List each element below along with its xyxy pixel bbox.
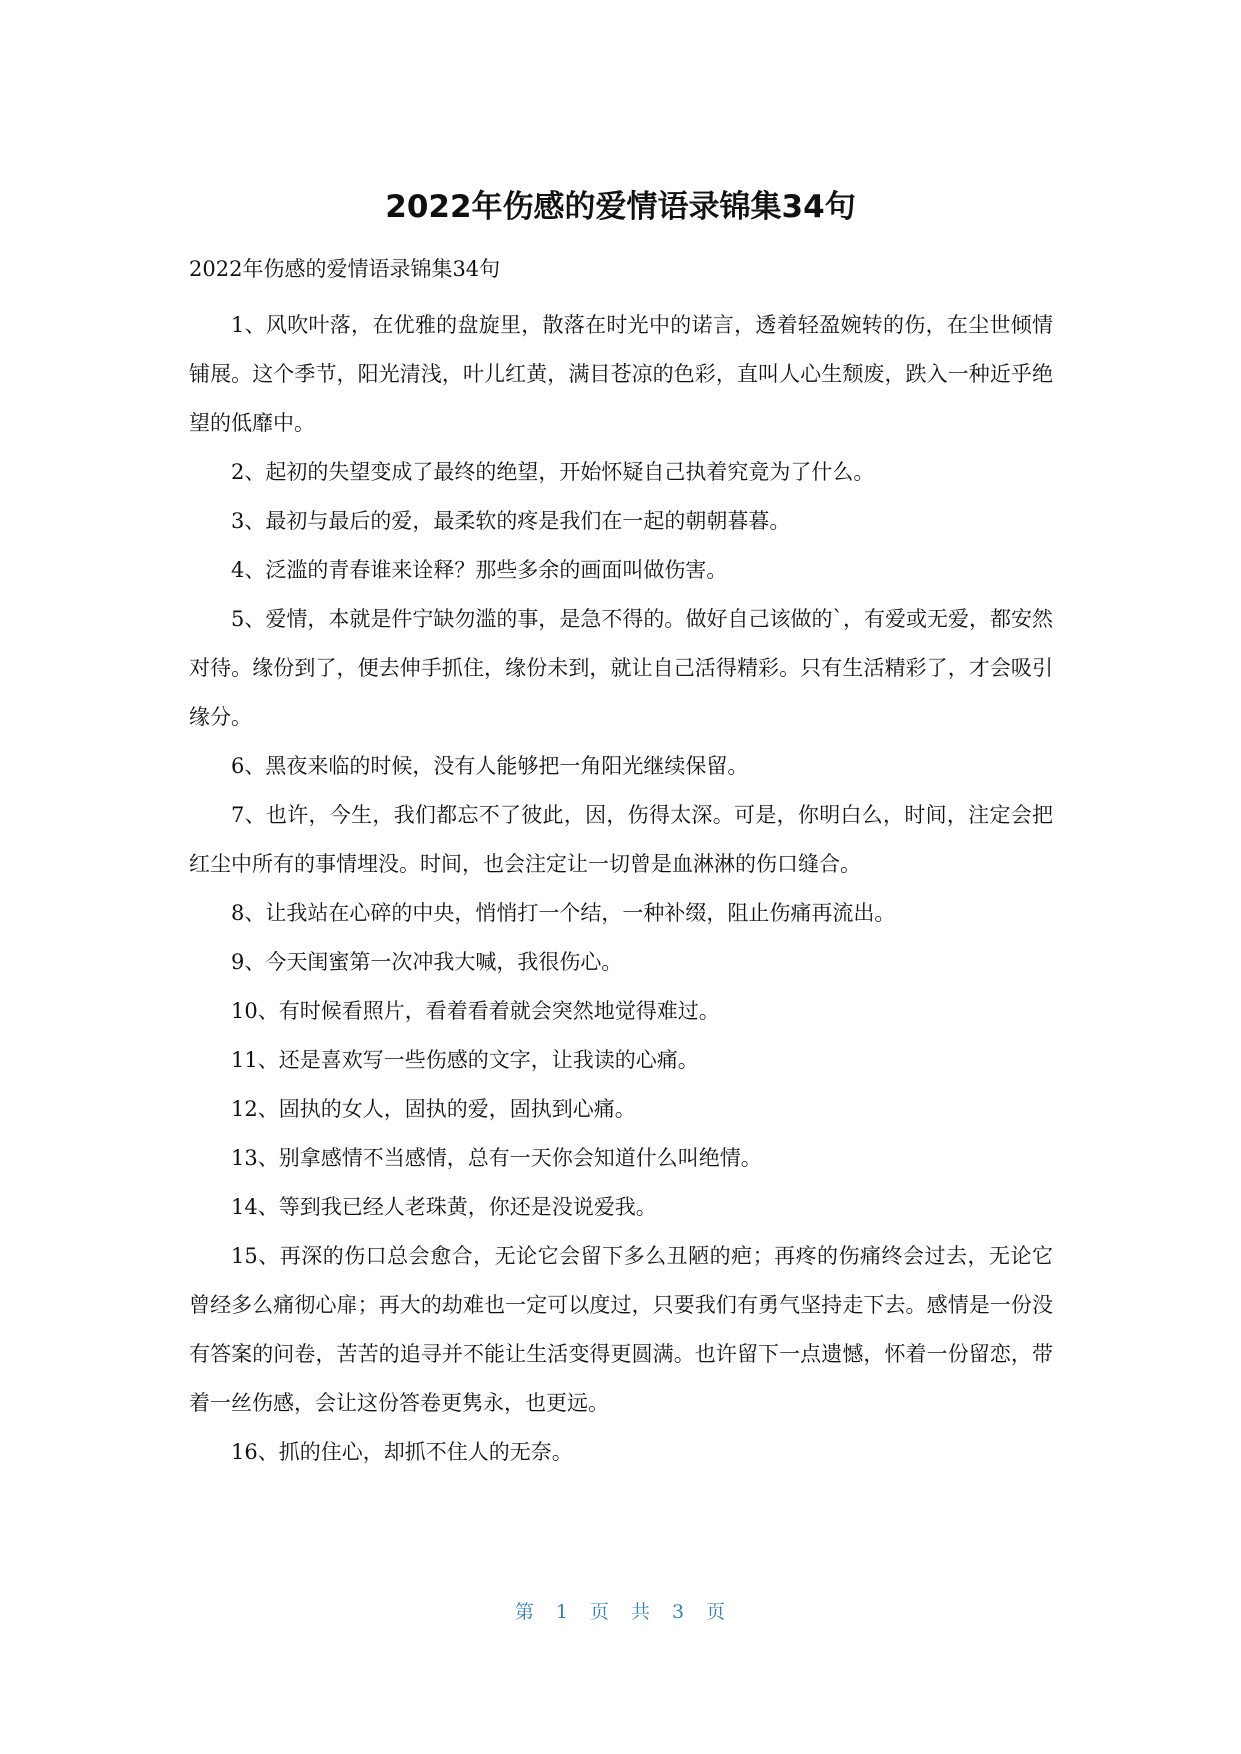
document-body [189,254,1053,1477]
quote-paragraph-1: 1、风吹叶落，在优雅的盘旋里，散落在时光中的诺言，透着轻盈婉转的伤，在尘世倾情铺展。这个季节，阳光清浅，叶儿红黄，满目苍凉的色彩，直叫人心生颓废，跌入一种近乎绝望的低靡中。 [189,313,1053,435]
quote-paragraph-15: 15、再深的伤口总会愈合，无论它会留下多么丑陋的疤；再疼的伤痛终会过去，无论它曾经多么痛彻心扉；再大的劫难也一定可以度过，只要我们有勇气坚持走下去。感情是一份没有答案的问卷，苦苦的追寻并不能让生活变得更圆满。也许留下一点遗憾，怀着一份留恋，带着一丝伤感，会让这份答卷更隽永，也更远。 [189,1244,1053,1415]
quote-paragraph-10: 10、有时候看照片，看着看着就会突然地觉得难过。 [231,999,720,1023]
quote-paragraph-2: 2、起初的失望变成了最终的绝望，开始怀疑自己执着究竟为了什么。 [231,460,875,484]
quote-paragraph-6: 6、黑夜来临的时候，没有人能够把一角阳光继续保留。 [231,754,749,778]
quote-paragraph-8: 8、让我站在心碎的中央，悄悄打一个结，一种补缀，阻止伤痛再流出。 [231,901,896,925]
quote-paragraph-11: 11、还是喜欢写一些伤感的文字，让我读的心痛。 [231,1048,699,1072]
quote-paragraph-13: 13、别拿感情不当感情，总有一天你会知道什么叫绝情。 [231,1146,762,1170]
quote-paragraph-14: 14、等到我已经人老珠黄，你还是没说爱我。 [231,1195,657,1219]
document-subtitle: 2022年伤感的爱情语录锦集34句 [189,257,501,281]
document-title: 2022年伤感的爱情语录锦集34句 [385,189,856,225]
quote-paragraph-7: 7、也许，今生，我们都忘不了彼此，因，伤得太深。可是，你明白么，时间，注定会把红尘中所有的事情埋没。时间，也会注定让一切曾是血淋淋的伤口缝合。 [189,803,1053,876]
quote-paragraph-12: 12、固执的女人，固执的爱，固执到心痛。 [231,1097,636,1121]
quote-paragraph-3: 3、最初与最后的爱，最柔软的疼是我们在一起的朝朝暮暮。 [231,509,791,533]
page-number-footer: 第 1 页 共 3 页 [514,1601,727,1623]
quote-paragraph-16: 16、抓的住心，却抓不住人的无奈。 [231,1440,573,1464]
quote-paragraph-5: 5、爱情，本就是件宁缺勿滥的事，是急不得的。做好自己该做的`，有爱或无爱，都安然对待。缘份到了，便去伸手抓住，缘份未到，就让自己活得精彩。只有生活精彩了，才会吸引缘分。 [189,607,1053,729]
quote-paragraph-4: 4、泛滥的青春谁来诠释？那些多余的画面叫做伤害。 [231,558,728,582]
quote-paragraph-9: 9、今天闺蜜第一次冲我大喊，我很伤心。 [231,950,623,974]
